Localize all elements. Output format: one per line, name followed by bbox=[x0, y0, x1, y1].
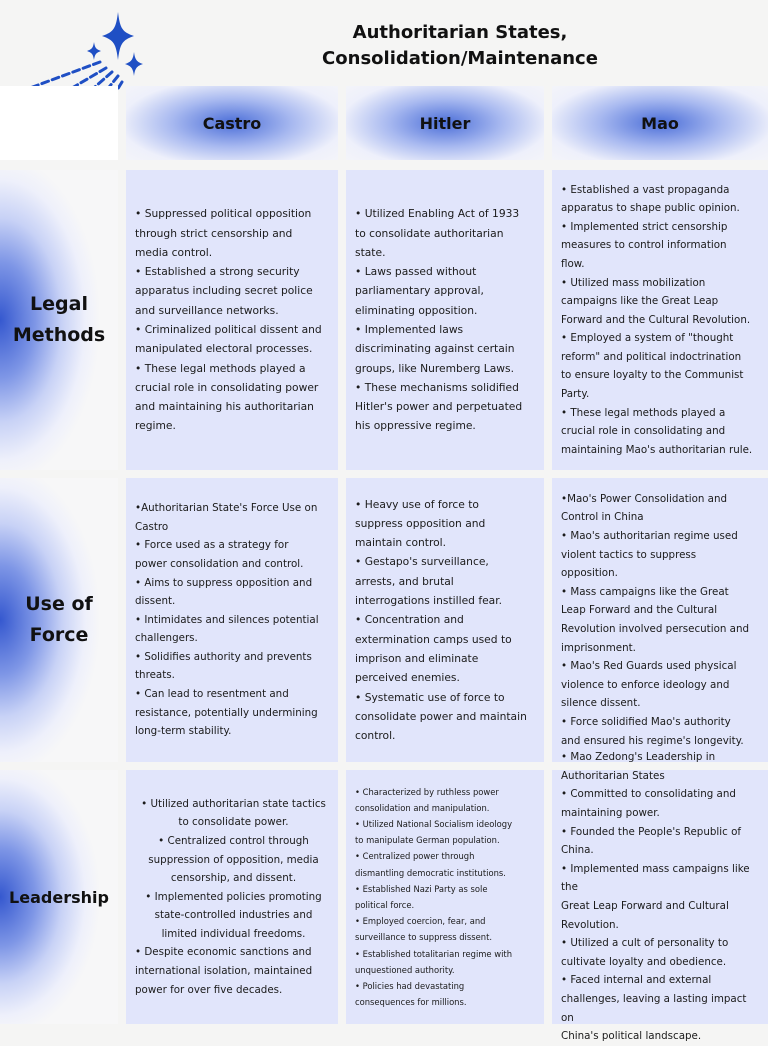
cell-text-line: imprison and eliminate bbox=[355, 651, 479, 665]
title-line-2: Consolidation/Maintenance bbox=[322, 48, 598, 69]
cell-text-line: maintaining power. bbox=[561, 807, 660, 820]
cell-text-line: Control in China bbox=[561, 511, 644, 524]
cell-text-line: interrogations instilled fear. bbox=[355, 594, 503, 608]
cell-text-line: • Centralized power through bbox=[355, 851, 475, 862]
cell-text-line: • Utilized National Socialism ideology bbox=[355, 818, 513, 829]
cell-text-line: state-controlled industries and bbox=[154, 909, 313, 922]
cell-text-line: maintaining Mao's authoritarian rule. bbox=[561, 443, 753, 456]
cell-text-line: • Characterized by ruthless power bbox=[355, 786, 499, 797]
cell-text-line: • Concentration and bbox=[355, 613, 464, 627]
cell-text-line: • Force solidified Mao's authority bbox=[561, 715, 731, 728]
cell-text-line: • Mao's authoritarian regime used bbox=[561, 530, 738, 543]
cell-text-line: • Utilized mass mobilization bbox=[561, 276, 706, 289]
cell-text-line: campaigns like the Great Leap bbox=[561, 295, 719, 308]
cell-text-line: • Despite economic sanctions and bbox=[135, 946, 312, 959]
cell-text-line: • Systematic use of force to bbox=[355, 690, 505, 704]
row-header-leadership bbox=[0, 770, 118, 1024]
cell-text-line: • Can lead to resentment and bbox=[135, 688, 289, 701]
cell-text-line: and maintaining his authoritarian bbox=[135, 400, 314, 414]
cell-text-line: power consolidation and control. bbox=[135, 557, 304, 570]
cell-text-line: • Committed to consolidating and bbox=[561, 788, 736, 801]
cell-text-line: China's political landscape. bbox=[561, 1030, 702, 1043]
cell-text-line: • Centralized control through bbox=[158, 834, 309, 847]
cell-text-line: • Established Nazi Party as sole bbox=[355, 883, 488, 894]
cell-text-line: international isolation, maintained bbox=[135, 965, 313, 978]
row-header-use-of-force bbox=[0, 478, 118, 762]
cell-text-line: violent tactics to suppress bbox=[561, 548, 697, 561]
cell-text-line: • Policies had devastating bbox=[355, 981, 465, 992]
cell-text-line: arrests, and brutal bbox=[355, 574, 454, 588]
cell-text-line: to ensure loyalty to the Communist bbox=[561, 369, 744, 382]
column-header-castro: Castro bbox=[126, 86, 338, 160]
cell-text-line: • Criminalized political dissent and bbox=[135, 323, 322, 336]
cell-text-line: • Implemented strict censorship bbox=[561, 220, 728, 233]
cell-leadership-mao bbox=[552, 751, 768, 1043]
cell-text-line: consolidation and manipulation. bbox=[355, 802, 490, 813]
cell-text-line: • Founded the People's Republic of bbox=[561, 825, 741, 838]
column-header-hitler: Hitler bbox=[346, 86, 544, 160]
cell-legal-hitler bbox=[346, 170, 544, 470]
cell-text-line: power for over five decades. bbox=[135, 983, 283, 996]
row-label-line-2: Force bbox=[29, 624, 89, 646]
cell-text-line: apparatus including secret police bbox=[135, 284, 313, 298]
cell-text-line: • Utilized authoritarian state tactics bbox=[141, 797, 326, 810]
cell-text-line: state. bbox=[355, 245, 386, 259]
cell-force-hitler bbox=[346, 478, 544, 762]
cell-text-line: • These legal methods played a bbox=[135, 361, 306, 375]
cell-text-line: Great Leap Forward and Cultural bbox=[561, 900, 729, 912]
cell-text-line: •Mao's Power Consolidation and bbox=[561, 492, 728, 505]
cell-text-line: censorship, and dissent. bbox=[170, 872, 297, 885]
cell-text-line: groups, like Nuremberg Laws. bbox=[355, 361, 514, 375]
cell-text-line: maintain control. bbox=[355, 536, 447, 550]
cell-text-line: flow. bbox=[561, 257, 585, 270]
cell-text-line: surveillance to suppress dissent. bbox=[355, 932, 493, 943]
cell-text-line: •Authoritarian State's Force Use on bbox=[135, 502, 318, 515]
cell-text-line: • Implemented mass campaigns like the bbox=[561, 862, 750, 894]
cell-text-line: Party. bbox=[561, 388, 590, 401]
cell-text-line: opposition. bbox=[561, 567, 618, 580]
cell-text-line: • Gestapo's surveillance, bbox=[355, 555, 489, 569]
row-label: Leadership bbox=[9, 887, 109, 907]
cell-text-line: Revolution involved persecution and bbox=[561, 623, 750, 635]
cell-text-line: discriminating against certain bbox=[355, 342, 515, 356]
cell-text-line: to consolidate power. bbox=[178, 816, 289, 829]
cell-text-line: Leap Forward and the Cultural bbox=[561, 604, 718, 617]
cell-text-line: • Mass campaigns like the Great bbox=[561, 585, 729, 598]
cell-text-line: • Implemented policies promoting bbox=[145, 890, 322, 903]
column-header-mao: Mao bbox=[552, 86, 768, 160]
cell-text-line: Revolution. bbox=[561, 918, 619, 931]
cell-text-line: • Solidifies authority and prevents bbox=[135, 650, 312, 663]
cell-text-line: • Utilized Enabling Act of 1933 bbox=[355, 207, 520, 221]
cell-text-line: dismantling democratic institutions. bbox=[355, 867, 506, 878]
cell-text-line: suppress opposition and bbox=[355, 516, 486, 530]
cell-text-line: and ensured his regime's longevity. bbox=[561, 734, 744, 747]
cell-text-line: parliamentary approval, bbox=[355, 284, 484, 298]
cell-text-line: dissent. bbox=[135, 595, 176, 608]
cell-text-line: Hitler's power and perpetuated bbox=[355, 400, 523, 414]
cell-text-line: resistance, potentially undermining bbox=[135, 706, 318, 719]
cell-text-line: eliminating opposition. bbox=[355, 303, 478, 317]
cell-text-line: extermination camps used to bbox=[355, 632, 512, 646]
header-corner bbox=[0, 86, 118, 160]
cell-text-line: China. bbox=[561, 844, 594, 857]
row-label-line-1: Legal bbox=[30, 293, 88, 315]
cell-text-line: • Suppressed political opposition bbox=[135, 207, 312, 221]
cell-text-line: • Established totalitarian regime with bbox=[355, 948, 513, 959]
cell-text-line: his oppressive regime. bbox=[355, 419, 476, 433]
row-label-line-2: Methods bbox=[12, 324, 106, 346]
cell-text-line: perceived enemies. bbox=[355, 671, 460, 685]
cell-text-line: manipulated electoral processes. bbox=[135, 342, 313, 356]
cell-text-line: • Faced internal and external bbox=[561, 974, 712, 987]
cell-text-line: long-term stability. bbox=[135, 725, 232, 738]
cell-text-line: consolidate power and maintain bbox=[355, 709, 527, 723]
cell-legal-castro bbox=[126, 170, 338, 470]
cell-text-line: • Force used as a strategy for bbox=[135, 539, 289, 552]
cell-text-line: silence dissent. bbox=[561, 697, 641, 710]
cell-text-line: • Intimidates and silences potential bbox=[135, 613, 319, 626]
cell-force-castro bbox=[126, 478, 338, 762]
cell-text-line: • Utilized a cult of personality to bbox=[561, 937, 729, 950]
cell-text-line: challengers. bbox=[135, 632, 198, 645]
cell-text-line: through strict censorship and bbox=[135, 226, 293, 240]
cell-text-line: Forward and the Cultural Revolution. bbox=[561, 313, 751, 326]
cell-text-line: • Laws passed without bbox=[355, 265, 477, 279]
cell-text-line: cultivate loyalty and obedience. bbox=[561, 955, 727, 968]
cell-text-line: • Established a vast propaganda bbox=[561, 183, 730, 196]
cell-text-line: Authoritarian States bbox=[561, 769, 665, 782]
cell-text-line: • Mao Zedong's Leadership in bbox=[561, 751, 716, 764]
cell-text-line: crucial role in consolidating and bbox=[561, 425, 726, 438]
cell-text-line: • These mechanisms solidified bbox=[355, 380, 519, 394]
cell-text-line: • Established a strong security bbox=[135, 265, 300, 279]
cell-text-line: Castro bbox=[135, 520, 169, 533]
page-title bbox=[290, 20, 630, 72]
cell-text-line: threats. bbox=[135, 669, 175, 682]
cell-text-line: political force. bbox=[355, 900, 415, 910]
cell-text-line: measures to control information bbox=[561, 239, 727, 252]
cell-text-line: to manipulate German population. bbox=[355, 835, 500, 846]
cell-text-line: • Aims to suppress opposition and bbox=[135, 576, 313, 589]
cell-leadership-castro bbox=[126, 770, 338, 1024]
cell-text-line: • Heavy use of force to bbox=[355, 497, 479, 511]
cell-text-line: crucial role in consolidating power bbox=[135, 380, 319, 394]
cell-text-line: challenges, leaving a lasting impact on bbox=[561, 992, 747, 1024]
row-header-legal-methods bbox=[0, 170, 118, 470]
cell-text-line: to consolidate authoritarian bbox=[355, 226, 504, 240]
cell-text-line: and surveillance networks. bbox=[135, 303, 279, 317]
cell-text-line: • These legal methods played a bbox=[561, 406, 726, 419]
cell-text-line: unquestioned authority. bbox=[355, 964, 455, 975]
cell-force-mao bbox=[552, 478, 768, 762]
cell-text-line: limited individual freedoms. bbox=[161, 927, 306, 940]
cell-text-line: regime. bbox=[135, 419, 176, 433]
cell-leadership-hitler bbox=[346, 770, 544, 1024]
cell-text-line: • Employed coercion, fear, and bbox=[355, 916, 486, 927]
row-label-line-1: Use of bbox=[25, 593, 93, 615]
cell-text-line: • Mao's Red Guards used physical bbox=[561, 660, 737, 673]
cell-text-line: control. bbox=[355, 729, 396, 743]
cell-text-line: • Implemented laws bbox=[355, 323, 464, 336]
cell-text-line: media control. bbox=[135, 245, 213, 259]
cell-text-line: violence to enforce ideology and bbox=[561, 678, 730, 691]
cell-text-line: imprisonment. bbox=[561, 641, 636, 654]
cell-legal-mao bbox=[552, 170, 768, 470]
cell-text-line: reform" and political indoctrination bbox=[561, 350, 742, 363]
title-line-1: Authoritarian States, bbox=[352, 22, 568, 43]
cell-text-line: consequences for millions. bbox=[355, 997, 467, 1008]
cell-text-line: apparatus to shape public opinion. bbox=[561, 202, 740, 215]
cell-text-line: • Employed a system of "thought bbox=[561, 332, 734, 345]
cell-text-line: suppression of opposition, media bbox=[148, 853, 319, 866]
